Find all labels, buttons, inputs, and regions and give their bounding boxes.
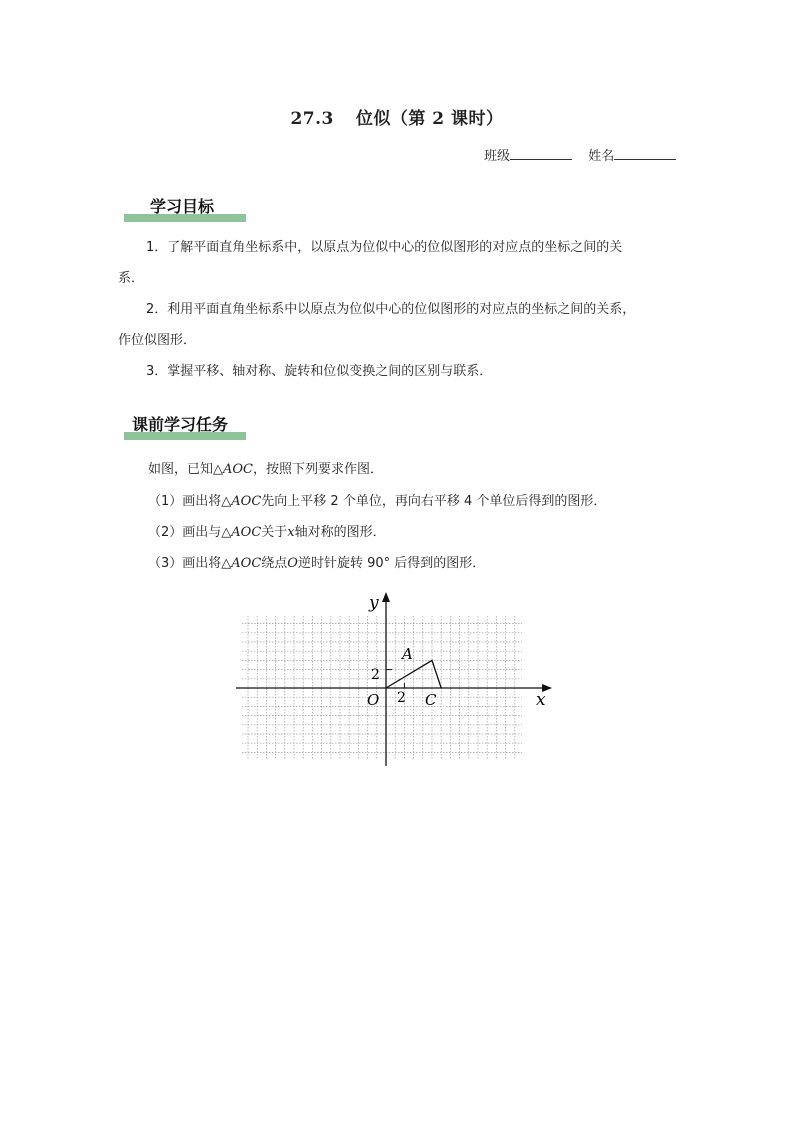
point-c-label: C xyxy=(425,691,437,709)
objective-2-cont: 作位似图形． xyxy=(118,333,197,348)
origin-label: O xyxy=(367,691,380,709)
y-tick-label: 2 xyxy=(371,667,380,683)
lesson-title: 位似（第 2 课时） xyxy=(355,109,504,129)
pretask-heading-text: 课前学习任务 xyxy=(132,415,229,434)
task-intro: 如图，已知△AOC，按照下列要求作图． xyxy=(148,462,384,477)
student-info-line xyxy=(484,145,676,164)
objective-1-cont: 系． xyxy=(118,271,145,286)
y-axis-label: y xyxy=(369,593,379,613)
axes xyxy=(236,592,552,766)
objective-2: 2．利用平面直角坐标系中以原点为位似中心的位似图形的对应点的坐标之间的关系， xyxy=(146,302,636,317)
x-axis-label: x xyxy=(536,690,546,710)
task-question-2: （2）画出与△AOC关于x轴对称的图形． xyxy=(148,525,386,540)
class-label: 班级 xyxy=(484,149,511,164)
name-label: 姓名 xyxy=(588,149,615,164)
objective-3: 3．掌握平移、轴对称、旋转和位似变换之间的区别与联系． xyxy=(146,364,493,379)
pretask-heading xyxy=(128,412,228,435)
objectives-heading xyxy=(128,194,214,217)
objectives-heading-text: 学习目标 xyxy=(150,197,215,216)
objectives-list xyxy=(118,232,678,387)
objective-1: 1．了解平面直角坐标系中，以原点为位似中心的位似图形的对应点的坐标之间的关 xyxy=(146,240,623,255)
task-question-3: （3）画出将△AOC绕点O逆时针旋转 90° 后得到的图形． xyxy=(148,556,486,571)
name-blank[interactable] xyxy=(614,147,676,160)
page-title xyxy=(0,104,794,129)
task-question-1: （1）画出将△AOC先向上平移 2 个单位，再向右平移 4 个单位后得到的图形． xyxy=(148,494,607,509)
coordinate-figure xyxy=(230,588,560,770)
section-number: 27.3 xyxy=(290,109,334,129)
point-a-label: A xyxy=(402,645,413,663)
y-axis-arrow xyxy=(382,592,390,602)
class-blank[interactable] xyxy=(510,147,572,160)
x-tick-label: 2 xyxy=(397,690,406,706)
